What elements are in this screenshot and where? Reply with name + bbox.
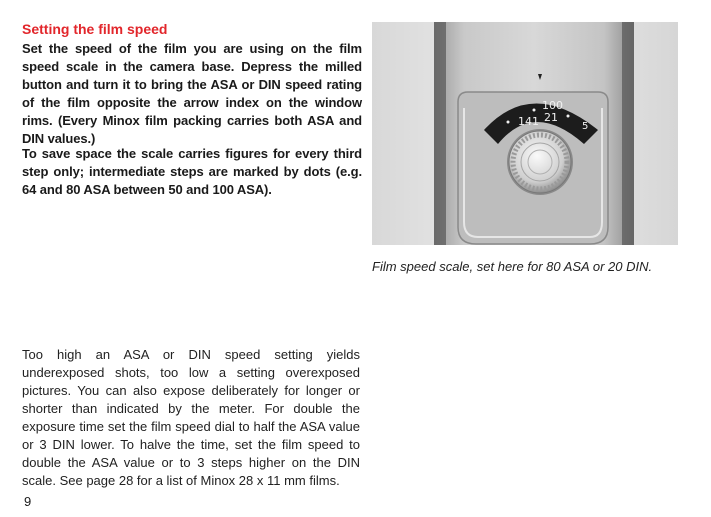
asa-value-mark: 100 — [542, 99, 563, 112]
page-number: 9 — [24, 494, 32, 509]
film-speed-scale-photo — [372, 22, 678, 245]
figure-caption: Film speed scale, set here for 80 ASA or 20 DIN. — [372, 259, 653, 274]
camera-base-illustration — [372, 22, 678, 245]
exposure-adjustment-paragraph: Too high an ASA or DIN speed setting yields underexposed shots, too low a setting overexposed pictures. You can also expose deliberately for longer or shorter than indicated by the meter. For double the exposure time set the film speed dial to half the ASA value or 3 DIN lower. To halve the time, set the film speed to double the ASA value or to 3 steps higher on the DIN scale. See page 28 for a list of Minox 28 x 11 mm films. — [22, 347, 360, 488]
instruction-paragraph: Set the speed of the film you are using on the film speed scale in the camera base. Depress the milled button and turn it to bring the ASA or DIN speed rating of the film opposite the arrow index on the window rims. (Every Minox film packing carries both ASA and DIN values.) — [22, 41, 362, 146]
din-left-marks: 141 — [518, 115, 539, 128]
section-heading: Setting the film speed — [22, 21, 168, 37]
din-value-mark: 21 — [544, 111, 558, 124]
scale-explanation-paragraph: To save space the scale carries figures for every third step only; intermediate steps are marked by dots (e.g. 64 and 80 ASA between 50 and 100 ASA). — [22, 146, 362, 197]
right-scale-mark: 5 — [582, 121, 589, 132]
